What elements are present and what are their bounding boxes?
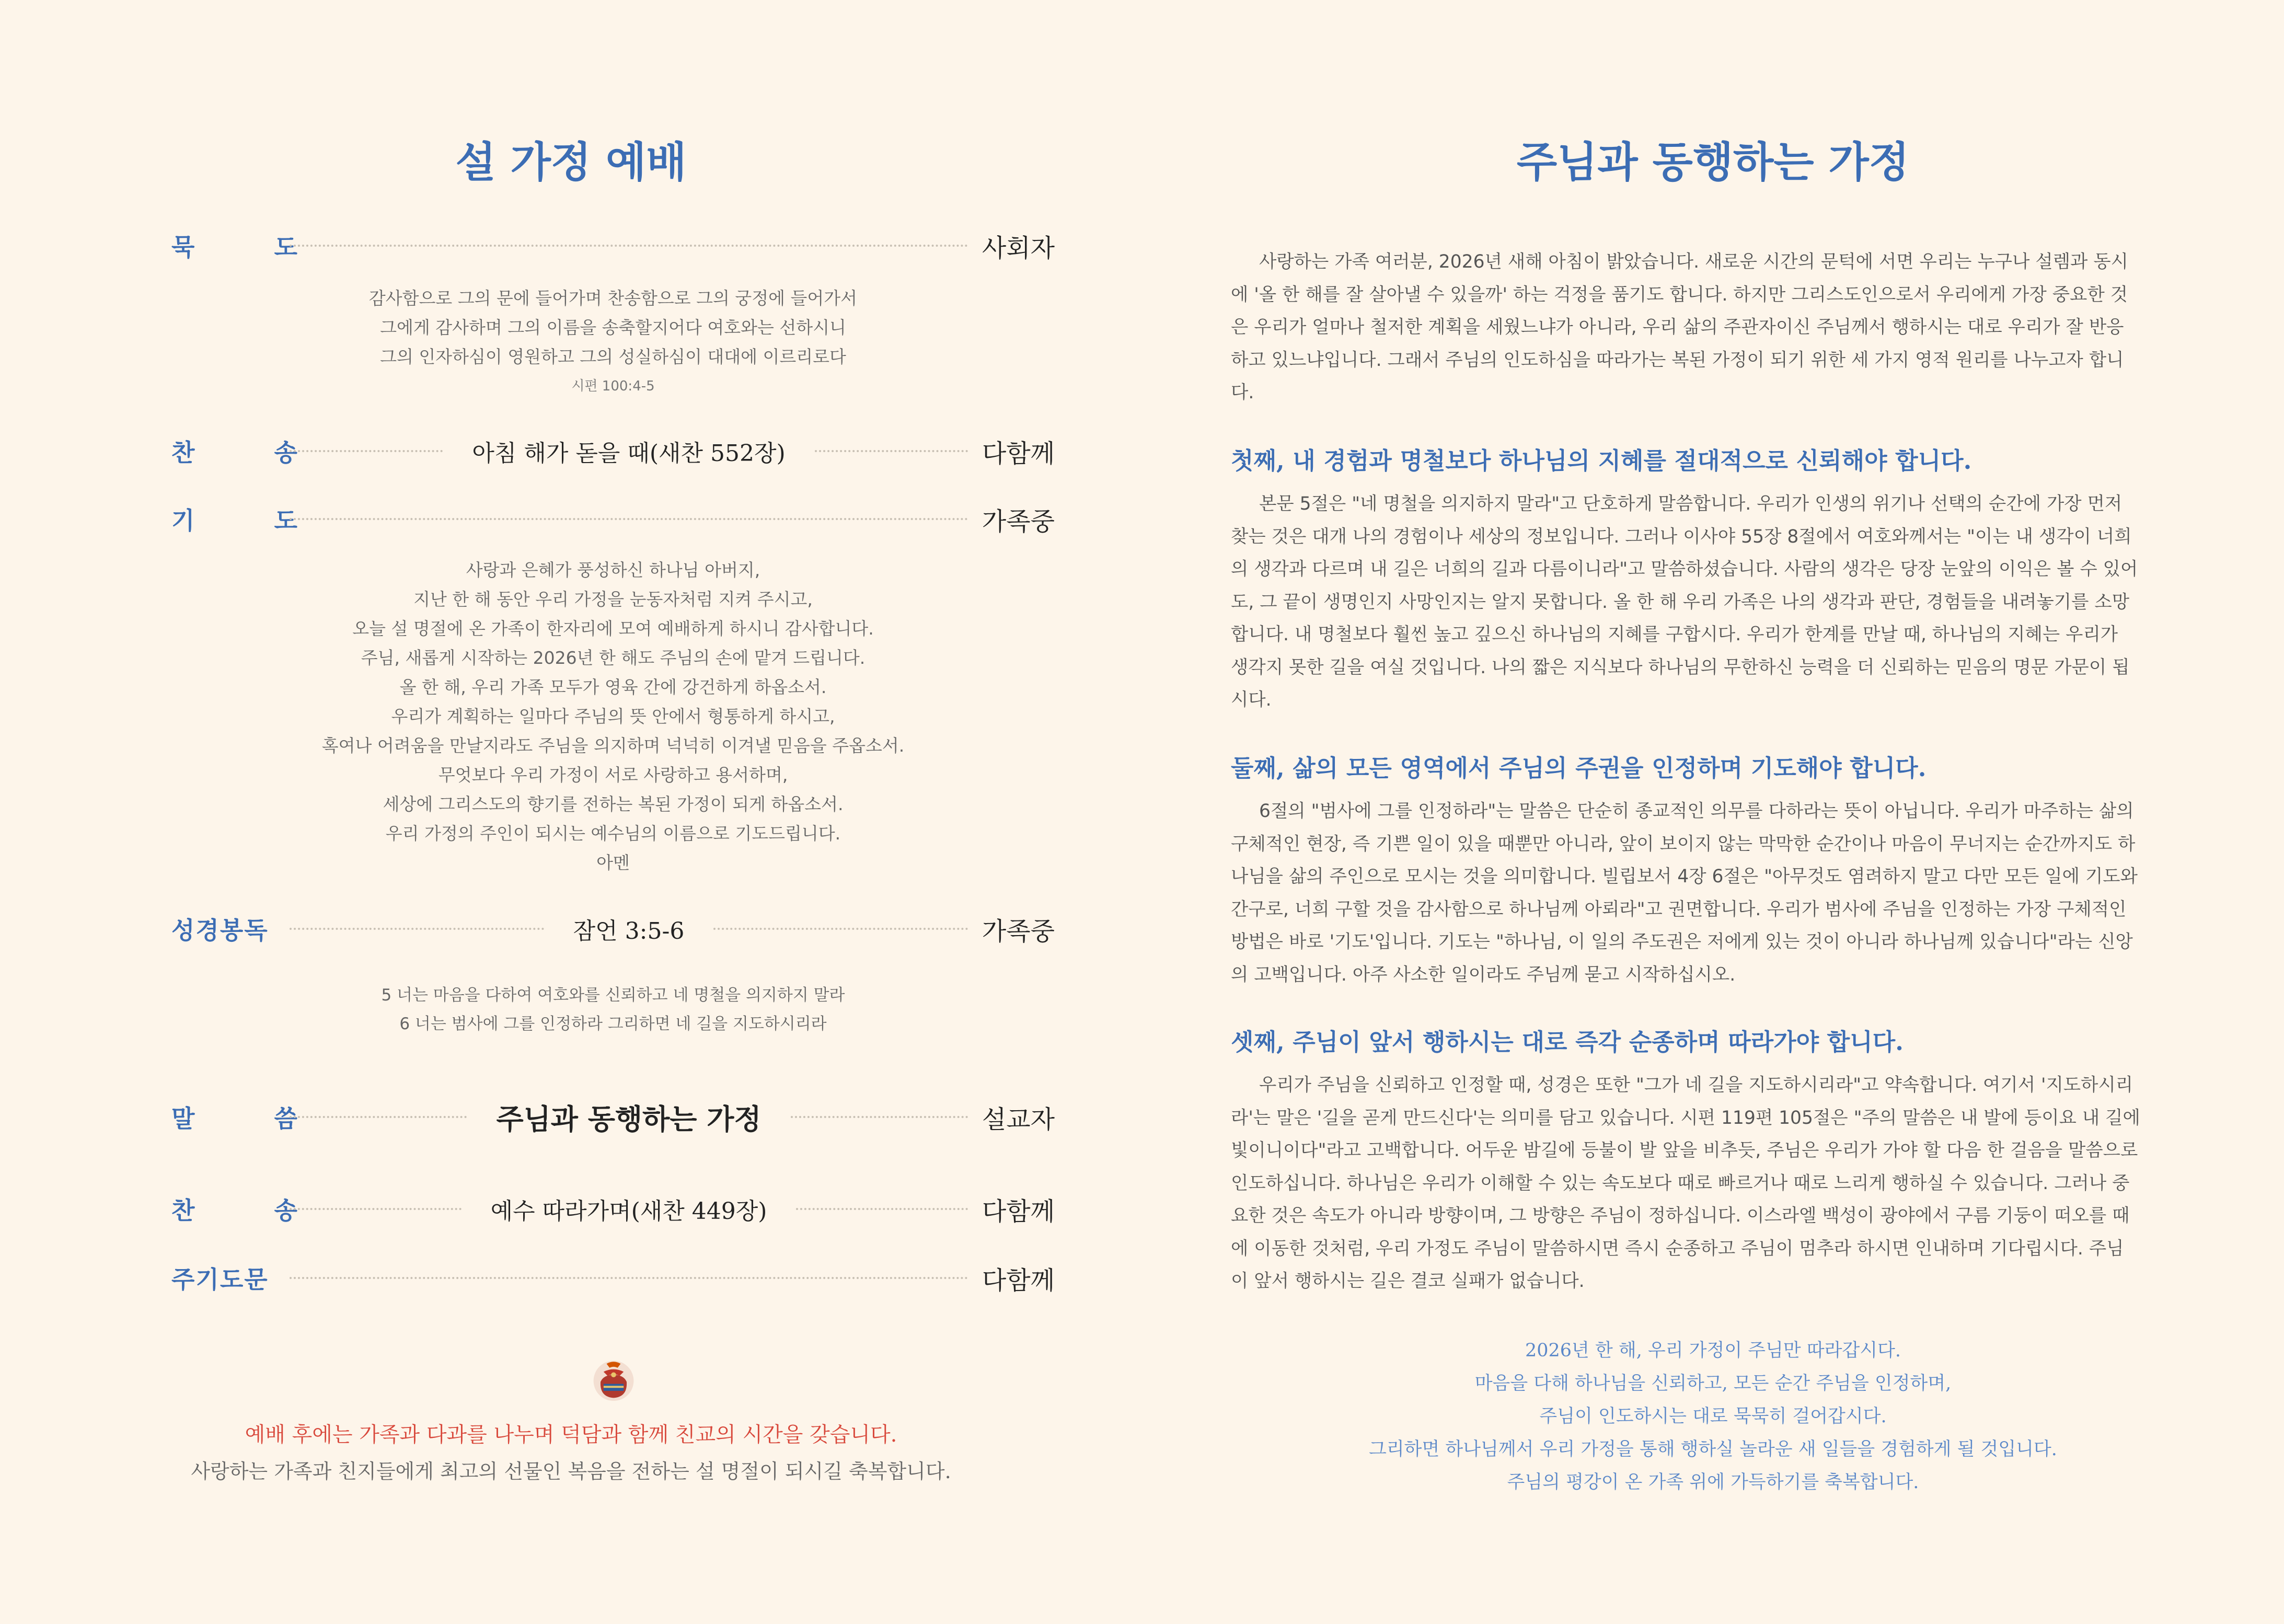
dotted-leader [290, 1277, 968, 1279]
hymn-title: 아침 해가 돋을 때(새찬 552장) [472, 440, 786, 467]
sermon-page-title: 주님과 동행하는 가정 [1516, 137, 1910, 187]
order-row-lords-prayer [171, 1257, 1055, 1299]
prayer-text [171, 556, 1055, 878]
section-body: 우리가 주님을 신뢰하고 인정할 때, 성경은 또한 "그가 네 길을 지도하시리라"고 약속합니다. 여기서 '지도하시리라'는 말은 '길을 곧게 만드신다'는 의미를 담고 있습니다. 시편 119편 105절은 "주의 말씀은 내 발에 등이요 내 길에 빛이니이다"라고 고백합니다. 어두운 밤길에 등불이 발 앞을 비추듯, 주님은 우리가 가야 할 다음 한 걸음을 말씀으로 인도하십니다. 하나님은 우리가 이해할 수 있는 속도보다 때로 빠르거나 때로 느리게 행하실 수 있습니다. 그러나 중요한 것은 속도가 아니라 방향이며, 그 방향은 주님이 정하십니다. 이스라엘 백성이 광야에서 구름 기둥이 떠오를 때에 이동한 것처럼, 우리 가정도 주님이 말씀하시면 즉시 순종하고 주님이 멈추라 하시면 인내하며 기다립시다. 주님이 앞서 행하시는 길은 결코 실패가 없습니다. [1231, 1075, 2140, 1292]
prayer-line: 주님, 새롭게 시작하는 2026년 한 해도 주님의 손에 맡겨 드립니다. [361, 648, 866, 668]
order-row-prayer [171, 498, 1055, 540]
order-label: 찬 송 [171, 439, 333, 467]
prayer-line: 오늘 설 명절에 온 가족이 한자리에 모여 예배하게 하시니 감사합니다. [352, 618, 874, 639]
prayer-line: 아멘 [596, 853, 630, 873]
closing-line: 그리하면 하나님께서 우리 가정을 통해 행하실 놀라운 새 일들을 경험하게 될 것입니다. [1369, 1439, 2057, 1460]
section-heading: 셋째, 주님이 앞서 행하시는 대로 즉각 순종하며 따라가야 합니다. [1231, 1028, 1904, 1056]
order-label: 말 씀 [171, 1104, 333, 1133]
lucky-pouch-icon [589, 1353, 639, 1403]
verse-line: 그의 인자하심이 영원하고 그의 성실하심이 대대에 이르리로다 [380, 347, 846, 367]
scripture-verse: 5 너는 마음을 다하여 여호와를 신뢰하고 네 명철을 의지하지 말라 [381, 986, 845, 1005]
sermon-intro: 사랑하는 가족 여러분, 2026년 새해 아침이 밝았습니다. 새로운 시간의 문턱에 서면 우리는 누구나 설렘과 동시에 '올 한 해를 잘 살아낼 수 있을까' 하는 걱정을 품기도 합니다. 하지만 그리스도인으로서 우리에게 가장 중요한 것은 우리가 얼마나 철저한 계획을 세웠느냐가 아니라, 우리 삶의 주관자이신 주님께서 행하시는 대로 우리가 잘 반응하고 있느냐입니다. 그래서 주님의 인도하심을 따라가는 복된 가정이 되기 위한 세 가지 영적 원리를 나누고자 합니다. [1231, 251, 2128, 403]
sermon-title: 주님과 동행하는 가정 [496, 1102, 762, 1136]
dotted-leader [791, 1116, 968, 1118]
dotted-leader [796, 1208, 968, 1210]
dotted-leader [290, 928, 544, 930]
prayer-line: 우리 가정의 주인이 되시는 예수님의 이름으로 기도드립니다. [385, 823, 841, 844]
order-label: 묵 도 [171, 233, 333, 261]
closing-line: 주님의 평강이 온 가족 위에 가득하기를 축복합니다. [1507, 1472, 1919, 1493]
verse-reference: 시편 100:4-5 [571, 378, 655, 394]
scripture-text [171, 981, 1055, 1039]
prayer-line: 지난 한 해 동안 우리 가정을 눈동자처럼 지켜 주시고, [413, 589, 813, 609]
prayer-line: 사랑과 은혜가 풍성하신 하나님 아버지, [466, 560, 760, 580]
order-role: 가족중 [982, 916, 1055, 946]
section-body: 6절의 "범사에 그를 인정하라"는 말씀은 단순히 종교적인 의무를 다하라는 뜻이 아닙니다. 우리가 마주하는 삶의 구체적인 현장, 즉 기쁜 일이 있을 때뿐만 아니라, 앞이 보이지 않는 막막한 순간이나 마음이 무너지는 순간까지도 하나님을 삶의 주인으로 모시는 것을 의미합니다. 빌립보서 4장 6절은 "아무것도 염려하지 말고 다만 모든 일에 기도와 간구로, 너희 구할 것을 감사함으로 하나님께 아뢰라"고 권면합니다. 우리가 범사에 주님을 인정하는 가장 구체적인 방법은 바로 '기도'입니다. 기도는 "하나님, 이 일의 주도권은 저에게 있는 것이 아니라 하나님께 있습니다"라는 신앙의 고백입니다. 아주 사소한 일이라도 주님께 묻고 시작하십시오. [1231, 801, 2138, 985]
section-heading: 둘째, 삶의 모든 영역에서 주님의 주권을 인정하며 기도해야 합니다. [1231, 754, 1927, 782]
dotted-leader [290, 518, 968, 520]
order-role: 다함께 [982, 1265, 1055, 1295]
verse-line: 그에게 감사하며 그의 이름을 송축할지어다 여호와는 선하시니 [380, 317, 846, 338]
verse-line: 감사함으로 그의 문에 들어가며 찬송함으로 그의 궁정에 들어가서 [368, 288, 858, 308]
page-title: 설 가정 예배 [455, 137, 687, 187]
order-label: 찬 송 [171, 1196, 333, 1225]
prayer-line: 무엇보다 우리 가정이 서로 사랑하고 용서하며, [438, 765, 788, 785]
prayer-line: 세상에 그리스도의 향기를 전하는 복된 가정이 되게 하옵소서. [383, 794, 844, 814]
notice-blessing: 사랑하는 가족과 친지들에게 최고의 선물인 복음을 전하는 설 명절이 되시길 축복합니다. [191, 1460, 951, 1483]
closing-notice [0, 1416, 1142, 1490]
order-role: 설교자 [982, 1104, 1055, 1134]
invocation-verse [171, 284, 1055, 401]
closing-blessing [1142, 1334, 2284, 1499]
dotted-leader [290, 1116, 467, 1118]
section-heading: 첫째, 내 경험과 명철보다 하나님의 지혜를 절대적으로 신뢰해야 합니다. [1231, 447, 1972, 475]
closing-line: 주님이 인도하시는 대로 묵묵히 걸어갑시다. [1539, 1406, 1887, 1427]
order-role: 다함께 [982, 1196, 1055, 1226]
scripture-reference: 잠언 3:5-6 [573, 918, 685, 945]
order-role: 사회자 [982, 233, 1055, 263]
dotted-leader [290, 450, 443, 452]
section-body: 본문 5절은 "네 명철을 의지하지 말라"고 단호하게 말씀합니다. 우리가 인생의 위기나 선택의 순간에 가장 먼저 찾는 것은 대개 나의 경험이나 세상의 정보입니다. 그러나 이사야 55장 8절에서 여호와께서는 "이는 내 생각이 너희의 생각과 다르며 내 길은 너희의 길과 다름이니라"고 말씀하셨습니다. 사람의 생각은 당장 눈앞의 이익은 볼 수 있어도, 그 끝이 생명인지 사망인지는 알지 못합니다. 올 한 해 우리 가족은 나의 생각과 판단, 경험들을 내려놓기를 소망합니다. 내 명철보다 훨씬 높고 깊으신 하나님의 지혜를 구합시다. 우리가 한계를 만날 때, 하나님의 지혜는 우리가 생각지 못한 길을 여실 것입니다. 나의 짧은 지식보다 하나님의 무한하신 능력을 더 신뢰하는 믿음의 명문 가문이 됩시다. [1231, 493, 2138, 710]
prayer-line: 올 한 해, 우리 가족 모두가 영육 간에 강건하게 하옵소서. [399, 677, 827, 697]
dotted-leader [290, 1208, 462, 1210]
notice-fellowship: 예배 후에는 가족과 다과를 나누며 덕담과 함께 친교의 시간을 갖습니다. [245, 1423, 897, 1447]
dotted-leader [713, 928, 968, 930]
order-label: 주기도문 [171, 1265, 269, 1294]
order-row-hymn-2 [171, 1188, 1055, 1230]
order-label: 성경봉독 [171, 916, 269, 945]
order-row-sermon [171, 1096, 1055, 1138]
order-label: 기 도 [171, 506, 333, 535]
dotted-leader [290, 245, 968, 247]
order-row-hymn-1 [171, 430, 1055, 472]
closing-line: 2026년 한 해, 우리 가정이 주님만 따라갑시다. [1525, 1340, 1901, 1361]
prayer-line: 혹여나 어려움을 만날지라도 주님을 의지하며 넉넉히 이겨낼 믿음을 주옵소서. [321, 735, 905, 756]
closing-line: 마음을 다해 하나님을 신뢰하고, 모든 순간 주님을 인정하며, [1474, 1373, 1952, 1394]
hymn-title: 예수 따라가며(새찬 449장) [490, 1198, 767, 1225]
order-row-silent-prayer [171, 225, 1055, 267]
scripture-verse: 6 너는 범사에 그를 인정하라 그리하면 네 길을 지도하시리라 [399, 1015, 827, 1033]
order-role: 다함께 [982, 439, 1055, 468]
prayer-line: 우리가 계획하는 일마다 주님의 뜻 안에서 형통하게 하시고, [391, 706, 835, 727]
order-row-scripture-reading [171, 908, 1055, 950]
dotted-leader [815, 450, 968, 452]
order-role: 가족중 [982, 506, 1055, 536]
